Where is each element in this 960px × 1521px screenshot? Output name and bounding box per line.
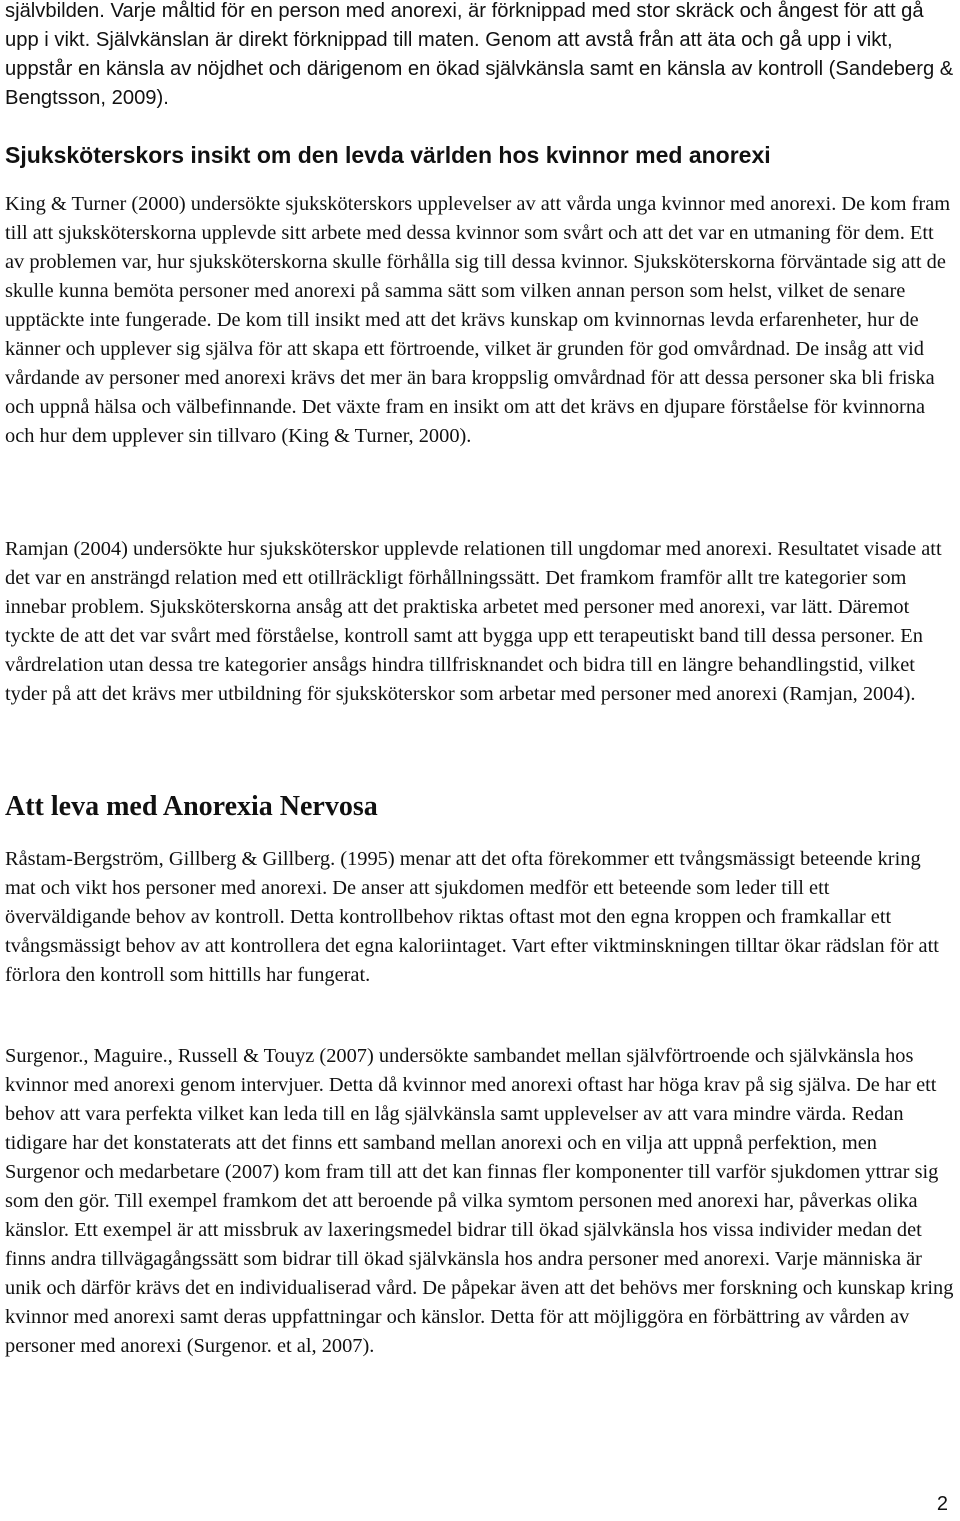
page-number: 2 bbox=[936, 1493, 948, 1515]
paragraph-king-turner: King & Turner (2000) undersökte sjuksköterskors upplevelser av att vårda unga kvinnor med anorexi. De kom fram till att sjuksköterskorna upplevde sitt arbete med dessa kvinnor som svårt och att det var en utmaning för dem. Ett av problemen var, hur sjuksköterskorna skulle förhålla sig till dessa kvinnor. Sjuksköterskorna förväntade sig att de skulle kunna bemöta personer med anorexi på samma sätt som vilken annan person som helst, vilket de senare upptäckte inte fungerade. De kom till insikt med att det krävs kunskap om kvinnornas levda erfarenheter, hur de känner och upplever sig själva för att skapa ett förtroende, vilket är grunden för god omvårdnad. De insåg att vid vårdande av personer med anorexi krävs det mer än bara kroppslig omvårdnad för att dessa personer ska bli friska och uppnå hälsa och välbefinnande. Det växte fram en insikt om att det krävs en djupare förståelse för kvinnorna och hur dem upplever sin tillvaro (King & Turner, 2000). bbox=[5, 193, 951, 447]
paragraph-ramjan: Ramjan (2004) undersökte hur sjuksköterskor upplevde relationen till ungdomar med anorexi. Resultatet visade att det var en ansträngd relation med ett otillräckligt förhållningssätt. Det framkom framför allt tre kategorier som innebar problem. Sjuksköterskorna ansåg att det praktiska arbetet med personer med anorexi, var lätt. Däremot tyckte de att det var svårt med förståelse, kontroll samt att bygga upp ett terapeutiskt band till dessa personer. En vårdrelation utan dessa tre kategorier ansågs hindra tillfrisknandet och bidra till en längre behandlingstid, vilket tyder på att det krävs mer utbildning för sjuksköterskor som arbetar med personer med anorexi (Ramjan, 2004). bbox=[5, 538, 942, 705]
intro-paragraph: självbilden. Varje måltid för en person med anorexi, är förknippad med stor skräck och ångest för att gå upp i vikt. Självkänslan är direkt förknippad till maten. Genom att avstå från att äta och gå upp i vikt, uppstår en känsla av nöjdhet och därigenom en ökad självkänsla samt en känsla av kontroll (Sandeberg & Bengtsson, 2009). bbox=[5, 0, 954, 109]
paragraph-surgenor: Surgenor., Maguire., Russell & Touyz (2007) undersökte sambandet mellan självförtroende och självkänsla hos kvinnor med anorexi genom intervjuer. Detta då kvinnor med anorexi oftast har höga krav på sig själva. De har ett behov att vara perfekta vilket kan leda till en låg självkänsla samt upplevelser av att vara mindre värda. Redan tidigare har det konstaterats att det finns ett samband mellan anorexi och en vilja att uppnå perfektion, men Surgenor och medarbetare (2007) kom fram till att det kan finnas fler komponenter till varför sjukdomen yttrar sig som den gör. Till exempel framkom det att beroende på vilka symtom personen med anorexi har, påverkas olika känslor. Ett exempel är att missbruk av laxeringsmedel bidrar till ökad självkänsla hos vissa individer medan det finns andra tillvägagångssätt som bidrar till ökad självkänsla hos andra personer med anorexi. Varje människa är unik och därför krävs det en individualiserad vård. De påpekar även att det behövs mer forskning och kunskap kring kvinnor med anorexi samt deras uppfattningar och känslor. Detta för att möjliggöra en förbättring av vården av personer med anorexi (Surgenor. et al, 2007). bbox=[5, 1045, 954, 1357]
section-heading-nurses-insight: Sjuksköterskors insikt om den levda världen hos kvinnor med anorexi bbox=[5, 142, 771, 168]
section-heading-anorexia-nervosa: Att leva med Anorexia Nervosa bbox=[5, 791, 378, 822]
paragraph-rastam-bergstrom: Råstam-Bergström, Gillberg & Gillberg. (1995) menar att det ofta förekommer ett tvångsmässigt beteende kring mat och vikt hos personer med anorexi. De anser att sjukdomen medför ett beteende som leder till ett överväldigande behov av kontroll. Detta kontrollbehov riktas oftast mot den egna kroppen och framkallar ett tvångsmässigt behov av att kontrollera det egna kaloriintaget. Vart efter viktminskningen tilltar ökar rädslan för att förlora den kontroll som hittills har fungerat. bbox=[5, 848, 939, 986]
